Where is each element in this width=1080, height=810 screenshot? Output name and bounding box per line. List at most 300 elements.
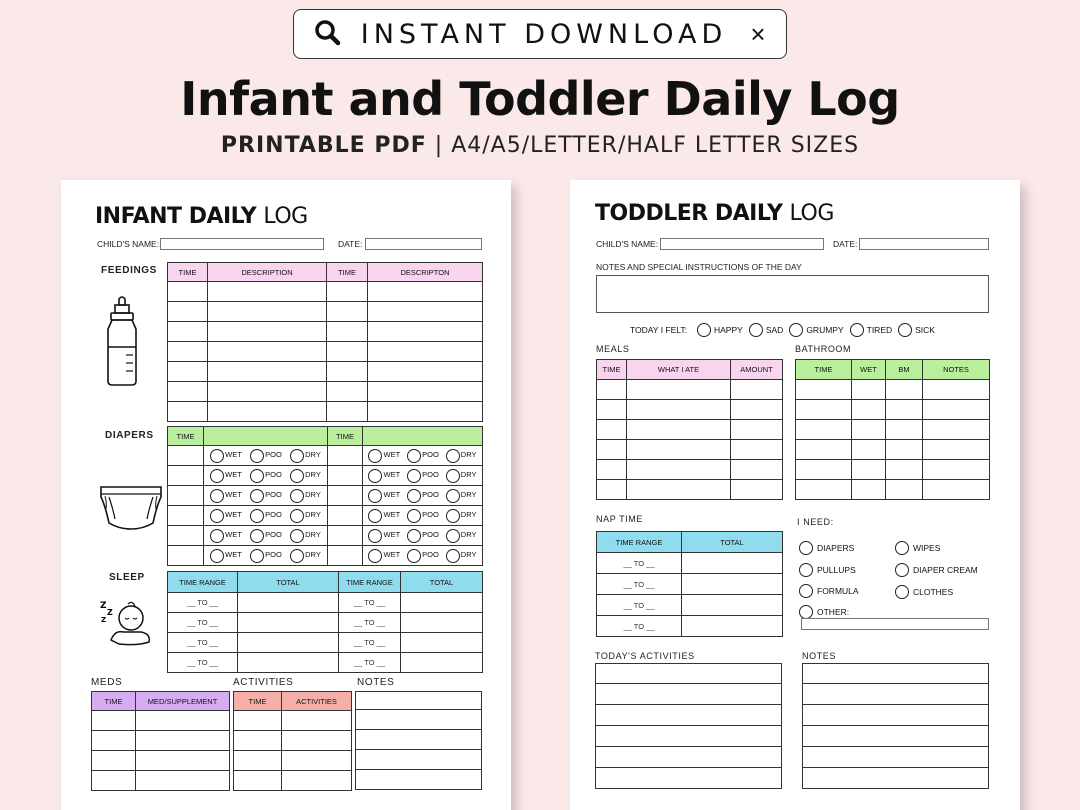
table-cell[interactable] [401,593,483,613]
bathroom-row [796,420,990,440]
diaper-wet-checkbox[interactable] [210,549,224,563]
diaper-options [363,449,482,463]
sleep-header-total-2: TOTAL [401,572,483,593]
table-cell[interactable] [168,506,204,526]
table-cell[interactable] [682,574,783,595]
table-cell[interactable] [339,653,401,673]
need-right-column [895,537,978,603]
sleep-range-placeholder: __ TO __ [354,618,385,627]
table-cell[interactable] [168,446,204,466]
diaper-option [368,469,400,483]
need-diaper-cream-checkbox[interactable] [895,563,909,577]
activities-header-time: TIME [234,692,282,711]
table-cell[interactable] [597,380,627,400]
sleep-header-range-2: TIME RANGE [339,572,401,593]
diaper-wet-checkbox[interactable] [368,469,382,483]
table-cell[interactable] [234,731,282,751]
todays-activities-label: TODAY'S ACTIVITIES [595,651,695,661]
diaper-option-label: WET [383,510,401,520]
diaper-poo-checkbox[interactable] [407,529,421,543]
search-text[interactable]: INSTANT DOWNLOAD [360,18,728,50]
diaper-option-label: DRY [305,450,321,460]
table-cell[interactable] [282,771,352,791]
table-cell[interactable] [136,751,230,771]
table-cell[interactable] [923,420,990,440]
toddler-date-field[interactable] [859,238,989,250]
diaper-wet-checkbox[interactable] [368,449,382,463]
table-cell[interactable] [328,466,363,486]
table-cell[interactable] [208,382,327,402]
toddler-date-label: DATE: [833,239,858,249]
diaper-row [168,466,483,486]
feeding-row [168,382,483,402]
diaper-option [290,449,321,463]
felt-sad-checkbox[interactable] [749,323,763,337]
feedings-table [167,262,483,422]
need-left-column [799,537,859,623]
diaper-option-label: WET [383,450,401,460]
diapers-header-time-1: TIME [168,427,204,446]
table-cell[interactable] [796,440,852,460]
diaper-dry-checkbox[interactable] [446,469,460,483]
feeding-row [168,402,483,422]
diaper-options [363,549,482,563]
table-cell[interactable] [597,440,627,460]
table-cell[interactable] [923,440,990,460]
table-cell[interactable] [368,342,483,362]
diaper-dry-checkbox[interactable] [290,509,304,523]
table-cell[interactable] [886,460,923,480]
diaper-dry-checkbox[interactable] [290,489,304,503]
diaper-option-label: WET [225,450,242,460]
diaper-dry-checkbox[interactable] [446,529,460,543]
infant-daily-log-page [61,180,511,810]
diaper-poo-checkbox[interactable] [407,509,421,523]
diaper-option [407,449,439,463]
table-cell[interactable] [238,633,339,653]
table-cell[interactable] [923,460,990,480]
table-cell[interactable] [327,402,368,422]
table-cell[interactable] [852,440,886,460]
diaper-option [210,549,242,563]
table-cell[interactable] [92,731,136,751]
table-cell[interactable] [597,460,627,480]
diaper-options [204,509,327,523]
diaper-wet-checkbox[interactable] [368,529,382,543]
table-cell[interactable] [597,400,627,420]
diaper-option-label: WET [225,550,242,560]
table-cell[interactable] [136,771,230,791]
diaper-poo-checkbox[interactable] [250,489,264,503]
sleep-table [167,571,483,673]
need-wipes-checkbox[interactable] [895,541,909,555]
diaper-options [363,509,482,523]
subtitle-sizes: | A4/A5/LETTER/HALF LETTER SIZES [434,133,860,158]
diaper-poo-checkbox[interactable] [250,469,264,483]
table-cell[interactable] [168,362,208,382]
table-cell[interactable] [682,595,783,616]
diaper-option-label: DRY [460,470,477,480]
table-cell[interactable] [136,731,230,751]
diaper-options [363,529,482,543]
diaper-option [368,529,400,543]
table-cell[interactable] [627,480,731,500]
diaper-option-label: WET [225,470,242,480]
bathroom-row [796,400,990,420]
need-other-checkbox[interactable] [799,605,813,619]
diaper-wet-checkbox[interactable] [368,509,382,523]
diaper-options [204,449,327,463]
diaper-wet-checkbox[interactable] [368,489,382,503]
bathroom-row [796,480,990,500]
table-cell[interactable] [92,771,136,791]
diaper-poo-checkbox[interactable] [407,549,421,563]
diaper-wet-checkbox[interactable] [368,549,382,563]
nap-table [596,531,783,637]
diaper-row [168,486,483,506]
diaper-option-label: DRY [460,530,477,540]
diaper-option [210,469,242,483]
table-cell[interactable] [368,282,483,302]
diaper-poo-checkbox[interactable] [250,509,264,523]
diaper-option-label: POO [265,490,282,500]
table-cell [363,466,483,486]
todays-activities-lines[interactable] [595,663,782,789]
table-cell[interactable] [282,751,352,771]
diaper-option [250,449,282,463]
table-cell[interactable] [168,402,208,422]
table-cell[interactable] [401,633,483,653]
search-bar[interactable] [293,9,787,59]
sleep-header-range-1: TIME RANGE [168,572,238,593]
table-cell[interactable] [796,460,852,480]
activities-label: ACTIVITIES [233,677,294,688]
table-cell[interactable] [208,302,327,322]
table-cell[interactable] [627,460,731,480]
table-cell[interactable] [168,613,238,633]
table-cell[interactable] [731,380,783,400]
close-icon[interactable]: × [750,18,766,49]
nap-range-placeholder: __ TO __ [623,600,655,610]
toddler-log-title [595,201,834,226]
diaper-dry-checkbox[interactable] [446,549,460,563]
toddler-title-bold: TODDLER DAILY [595,201,783,226]
table-cell[interactable] [796,380,852,400]
diaper-dry-checkbox[interactable] [446,489,460,503]
table-cell[interactable] [627,400,731,420]
table-cell[interactable] [368,362,483,382]
table-cell[interactable] [852,380,886,400]
table-cell[interactable] [327,342,368,362]
bathroom-header-bm: BM [886,360,923,380]
need-wipes-label: WIPES [913,543,941,553]
table-cell[interactable] [597,420,627,440]
table-cell[interactable] [368,322,483,342]
toddler-notes-label: NOTES [802,651,837,661]
table-cell[interactable] [339,633,401,653]
diaper-row [168,546,483,566]
sleep-row [168,593,483,613]
nap-header-range: TIME RANGE [597,532,682,553]
meds-row [92,751,230,771]
diaper-option [368,509,400,523]
table-cell[interactable] [597,574,682,595]
diaper-wet-checkbox[interactable] [210,449,224,463]
diaper-option-label: DRY [460,490,477,500]
table-cell[interactable] [328,446,363,466]
table-cell[interactable] [208,362,327,382]
need-pullups-checkbox[interactable] [799,563,813,577]
activity-row [234,751,352,771]
table-cell[interactable] [234,751,282,771]
felt-sad-label: SAD [765,325,784,335]
notes-instructions-label: NOTES AND SPECIAL INSTRUCTIONS OF THE DAY [596,262,802,272]
table-cell[interactable] [886,480,923,500]
table-cell[interactable] [597,553,682,574]
diaper-options [204,489,327,503]
toddler-notes-lines[interactable] [802,663,989,789]
table-cell[interactable] [368,402,483,422]
table-cell[interactable] [238,653,339,673]
diaper-poo-checkbox[interactable] [250,549,264,563]
meds-header-time: TIME [92,692,136,711]
table-cell[interactable] [168,486,204,506]
nap-row [597,616,783,637]
table-cell[interactable] [923,480,990,500]
table-cell[interactable] [208,282,327,302]
table-cell[interactable] [852,480,886,500]
page-title: Infant and Toddler Daily Log [180,72,900,126]
notes-instructions-box[interactable] [596,275,989,313]
table-cell[interactable] [731,480,783,500]
diaper-option [250,509,282,523]
table-cell[interactable] [682,553,783,574]
table-cell[interactable] [327,382,368,402]
diaper-option [407,529,439,543]
diaper-option-label: DRY [460,450,477,460]
need-other-field[interactable] [801,618,989,630]
table-cell[interactable] [368,302,483,322]
table-cell[interactable] [731,400,783,420]
feedings-header-time-2: TIME [327,263,368,282]
table-cell[interactable] [327,282,368,302]
diaper-row [168,506,483,526]
table-cell[interactable] [327,362,368,382]
nap-range-placeholder: __ TO __ [623,579,655,589]
table-cell[interactable] [168,342,208,362]
table-cell[interactable] [731,460,783,480]
table-cell[interactable] [168,526,204,546]
table-cell[interactable] [168,653,238,673]
diaper-option [446,549,477,563]
diaper-option-label: DRY [305,510,321,520]
bathroom-row [796,380,990,400]
table-cell[interactable] [852,460,886,480]
table-cell[interactable] [168,282,208,302]
table-cell[interactable] [852,420,886,440]
table-cell[interactable] [92,711,136,731]
diaper-option [290,549,321,563]
table-cell[interactable] [682,616,783,637]
table-cell[interactable] [731,440,783,460]
sleep-row [168,613,483,633]
table-cell[interactable] [238,613,339,633]
diaper-poo-checkbox[interactable] [407,469,421,483]
sleep-row [168,633,483,653]
table-cell[interactable] [328,506,363,526]
diaper-wet-checkbox[interactable] [210,509,224,523]
table-cell[interactable] [627,420,731,440]
table-cell[interactable] [796,420,852,440]
nap-range-placeholder: __ TO __ [623,621,655,631]
diaper-option-label: DRY [305,530,321,540]
table-cell[interactable] [886,440,923,460]
table-cell[interactable] [731,420,783,440]
diaper-dry-checkbox[interactable] [446,449,460,463]
table-cell[interactable] [796,400,852,420]
diaper-dry-checkbox[interactable] [290,449,304,463]
nap-row [597,553,783,574]
diaper-option-label: POO [265,450,282,460]
felt-tired-checkbox[interactable] [850,323,864,337]
sleep-range-placeholder: __ TO __ [354,658,385,667]
table-cell[interactable] [168,302,208,322]
meal-row [597,480,783,500]
diaper-options [363,489,482,503]
table-cell[interactable] [234,711,282,731]
felt-sick-checkbox[interactable] [898,323,912,337]
table-cell[interactable] [339,593,401,613]
table-cell[interactable] [168,633,238,653]
table-cell[interactable] [208,342,327,362]
diaper-option [210,489,242,503]
table-cell[interactable] [886,420,923,440]
table-cell[interactable] [627,440,731,460]
table-cell[interactable] [886,380,923,400]
table-cell[interactable] [328,486,363,506]
feeding-row [168,362,483,382]
diaper-option-label: POO [422,470,439,480]
table-cell[interactable] [168,593,238,613]
diaper-option [446,509,477,523]
table-cell[interactable] [208,322,327,342]
feedings-header-description-2: DESCRIPTON [368,263,483,282]
diaper-wet-checkbox[interactable] [210,469,224,483]
diaper-wet-checkbox[interactable] [210,529,224,543]
need-formula-checkbox[interactable] [799,584,813,598]
diaper-options [204,469,327,483]
diaper-dry-checkbox[interactable] [446,509,460,523]
diaper-option-label: DRY [305,470,321,480]
diaper-option-label: POO [265,510,282,520]
table-cell[interactable] [328,546,363,566]
table-cell[interactable] [208,402,327,422]
table-cell [204,506,328,526]
diaper-dry-checkbox[interactable] [290,549,304,563]
diaper-poo-checkbox[interactable] [250,449,264,463]
diaper-option-label: POO [422,510,439,520]
toddler-child-name-field[interactable] [660,238,824,250]
feedings-label: FEEDINGS [101,265,157,276]
table-cell[interactable] [597,595,682,616]
table-cell[interactable] [401,653,483,673]
diaper-option [210,509,242,523]
table-cell[interactable] [234,771,282,791]
diapers-header-blank-1 [204,427,328,446]
meal-row [597,400,783,420]
nap-row [597,574,783,595]
table-cell[interactable] [327,322,368,342]
table-cell [204,546,328,566]
diaper-options [204,549,327,563]
table-cell[interactable] [401,613,483,633]
table-cell[interactable] [168,466,204,486]
table-cell[interactable] [852,400,886,420]
table-cell[interactable] [282,731,352,751]
diaper-dry-checkbox[interactable] [290,469,304,483]
svg-text:Z: Z [100,601,107,611]
diaper-option [407,489,439,503]
i-need-label: I NEED: [797,517,834,527]
infant-notes-lines[interactable] [355,691,482,790]
table-cell[interactable] [368,382,483,402]
table-cell[interactable] [92,751,136,771]
need-diapers-label: DIAPERS [817,543,855,553]
table-cell[interactable] [168,382,208,402]
child-name-label: CHILD'S NAME: [97,239,160,249]
table-cell [363,526,483,546]
table-cell[interactable] [282,711,352,731]
table-cell[interactable] [923,380,990,400]
table-cell[interactable] [168,322,208,342]
table-cell[interactable] [168,546,204,566]
sleep-range-placeholder: __ TO __ [187,638,218,647]
table-cell[interactable] [627,380,731,400]
diaper-option [368,489,400,503]
table-cell[interactable] [339,613,401,633]
diaper-poo-checkbox[interactable] [250,529,264,543]
table-cell[interactable] [923,400,990,420]
table-cell[interactable] [328,526,363,546]
diaper-dry-checkbox[interactable] [290,529,304,543]
table-cell[interactable] [327,302,368,322]
diaper-options [204,529,327,543]
feeding-row [168,302,483,322]
table-cell[interactable] [886,400,923,420]
diaper-option [210,449,242,463]
table-cell[interactable] [597,616,682,637]
diaper-poo-checkbox[interactable] [407,489,421,503]
diaper-option [446,529,477,543]
table-cell[interactable] [796,480,852,500]
table-cell [204,486,328,506]
feedings-header-description-1: DESCRIPTION [208,263,327,282]
felt-grumpy-checkbox[interactable] [789,323,803,337]
table-cell[interactable] [136,711,230,731]
feeding-row [168,282,483,302]
date-field[interactable] [365,238,482,250]
need-diapers-checkbox[interactable] [799,541,813,555]
feedings-header-time-1: TIME [168,263,208,282]
felt-happy-checkbox[interactable] [697,323,711,337]
child-name-field[interactable] [160,238,324,250]
activity-row [234,771,352,791]
diaper-wet-checkbox[interactable] [210,489,224,503]
table-cell[interactable] [238,593,339,613]
diaper-poo-checkbox[interactable] [407,449,421,463]
table-cell[interactable] [597,480,627,500]
need-clothes-checkbox[interactable] [895,585,909,599]
